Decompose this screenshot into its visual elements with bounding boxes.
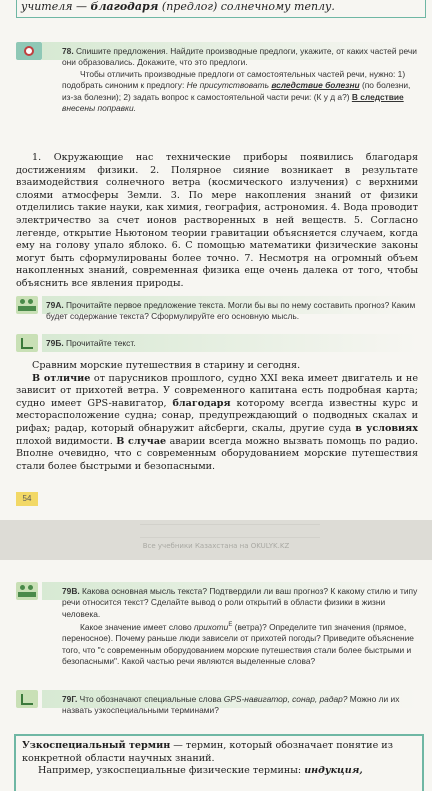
definition-box: Узкоспециальный термин — термин, который обозначает понятие из конкретной области научных знаний. Например, узкоспециальные физические термины: индукция, xyxy=(14,734,424,791)
page-number: 54 xyxy=(16,492,38,506)
faded-watermark xyxy=(140,524,320,538)
exercise-78-sentences: 1. Окружающие нас технические приборы появились благодаря достижениям физики. 2. Полярное сияние возникает в результате взаимодействия солнечного ветра (космического излучения) с верхними слоями атмосферы Земли. 3. По мере накопления знаний от физики отделились такие науки, как химия, география, астрономия. 4. Вода проводит электричество за счет ионов растворенных в ней веществ. 5. Согласно легенде, открытие Ньютоном теории гравитации объясняется случаем, когда ему на голову упало яблоко. 6. С помощью математики физические законы могут быть сформулированы более точно. 7. Несмотря на огромный объем накопленных знаний, современная физика еще очень далека от того, чтобы объяснить все явления природы. xyxy=(16,152,418,289)
exercise-79v-task: 79В. Какова основная мысль текста? Подтвердили ли ваш прогноз? К какому стилю и типу речи относится текст? Сделайте вывод о роли открытий в области физики в жизни человека. Какое значение имеет слово прихоти$^Е$ (ветра)? Определите тип значения (прямое, переносное). Почему раньше люди зависели от прихотей погоды? Приведите объяснение того, что "с современным оборудованием морские путешествия стали более быстрыми и безопасными". Какой частью речи являются выделенные слова? xyxy=(62,586,418,667)
pair-work-icon-2 xyxy=(16,582,38,600)
page-gap xyxy=(0,520,432,560)
observe-icon xyxy=(16,42,42,60)
pair-work-icon xyxy=(16,296,38,314)
exercise-78-task: 78. Спишите предложения. Найдите производные предлоги, укажите, от каких частей речи они образовались. Докажите, что это предлоги. Чтобы отличить производные предлоги от самостоятельных частей речи, нужно: 1) подобрать синоним к предлогу: Не присутствовать вследствие болезни (по болезни, из-за болезни); 2) задать вопрос к самостоятельной части речи: (К у д а?) В следствие внесены поправки. xyxy=(62,46,417,114)
previous-rule-box: учителя — благодаря (предлог) солнечному теплу. xyxy=(16,0,426,18)
exercise-78-hint: Чтобы отличить производные предлоги от самостоятельных частей речи, нужно: 1) подобрать синоним к предлогу: Не присутствовать вследствие болезни (по болезни, из-за болезни); 2) задать вопрос к самостоятельной части речи: (К у д а?) В следствие внесены поправки. xyxy=(62,68,411,114)
sea-travel-title: Сравним морские путешествия в старину и сегодня. xyxy=(32,360,301,371)
exercise-79a-task: 79А. Прочитайте первое предложение текста. Могли бы вы по нему составить прогноз? Каким будет содержание текста? Сформулируйте его основную мысль. xyxy=(46,300,416,322)
exercise-79g-task: 79Г. Что обозначают специальные слова GPS-навигатор, сонар, радар? Можно ли их назвать узкоспециальными терминами? xyxy=(62,694,400,716)
reading-icon xyxy=(16,334,38,352)
footer-watermark: Все учебники Казахстана на OKULYK.KZ xyxy=(142,542,290,550)
writing-icon xyxy=(16,690,38,708)
sea-travel-text: Сравним морские путешествия в старину и сегодня. В отличие от парусников прошлого, судно XXI века имеет двигатель и не зависит от прихотей ветра. У современного капитана есть подробная карта; судно имеет GPS-навигатор, благодаря которому всегда известны курс и месторасположение судна; сонар, предупреждающий о подводных скалах и рифах; радар, который обнаружит айсберги, скалы, другие суда в условиях плохой видимости. В случае аварии всегда можно вызвать помощь по радио. Вполне очевидно, что с современным оборудованием морские путешествия стали более быстрыми и безопасными. xyxy=(16,360,419,472)
exercise-79b-task: 79Б. Прочитайте текст. xyxy=(46,338,136,348)
